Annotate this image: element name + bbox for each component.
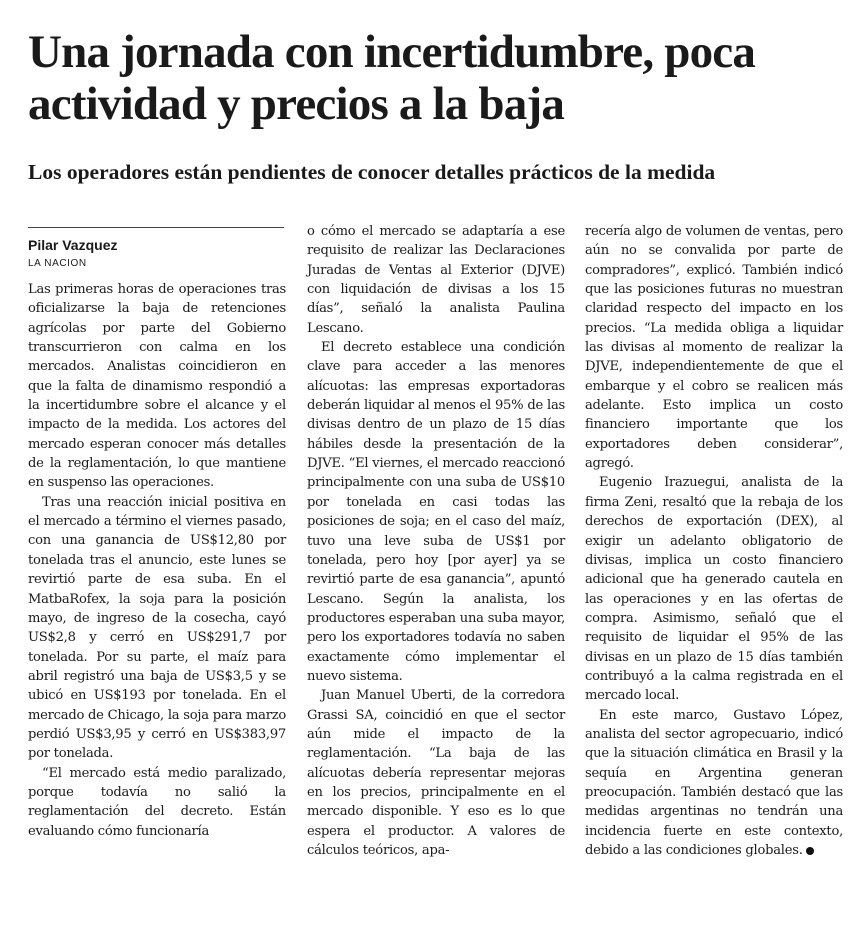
paragraph: recería algo de volumen de ventas, pero aún no se convalida por parte de compradores”, explicó. También indicó que las posiciones futuras no muestran claridad respecto del impacto en los precios. “La medida obliga a liquidar las divisas al momento de realizar la DJVE, independientemente de que el embarque y el cobro se realicen más adelante. Esto implica un costo financiero importante que los exportadores deben considerar”, agregó. — [585, 224, 843, 472]
end-of-article-icon — [806, 847, 814, 855]
byline-rule — [28, 227, 284, 228]
final-paragraph-text: En este marco, Gustavo López, analista del sector agropecuario, indicó que la situación climática en Brasil y la sequía en Argentina generan preocupación. También destacó que las medidas argentinas no tendrán una incidencia fuerte en este contexto, debido a las condiciones globales. — [585, 707, 843, 858]
paragraph: o cómo el mercado se adaptaría a ese requisito de realizar las Declaraciones Juradas de Ventas al Exterior (DJVE) con liquidación de divisas a los 15 días”, señaló la analista Paulina Lescano. — [307, 224, 565, 336]
author-name: Pilar Vazquez — [28, 237, 118, 253]
headline: Una jornada con incertidumbre, poca actividad y precios a la baja — [28, 26, 756, 130]
paragraph: “El mercado está medio paralizado, porque todavía no salió la reglamentación del decreto. Están evaluando cómo funcionaría — [28, 765, 286, 839]
article-column-1 — [28, 280, 286, 841]
paragraph: Juan Manuel Uberti, de la corredora Grassi SA, coincidió en que el sector aún mide el impacto de la reglamentación. “La baja de las alícuotas debería representar mejoras en los precios, principalmente en el mercado disponible. Y eso es lo que espera el productor. A valores de cálculos teóricos, apa- — [307, 688, 565, 858]
paragraph — [585, 706, 843, 861]
paragraph: El decreto establece una condición clave para acceder a las menores alícuotas: las empresas exportadoras deberán liquidar al menos el 95% de las divisas dentro de un plazo de 15 días hábiles desde la presentación de la DJVE. “El viernes, el mercado reaccionó principalmente con una suba de US$10 por tonelada en casi todas las posiciones de soja; en el caso del maíz, tuvo una leve suba de US$1 por tonelada, pero hoy [por ayer] ya se revirtió parte de esa ganancia”, apuntó Lescano. Según la analista, los productores esperaban una suba mayor, pero los exportadores todavía no saben exactamente cómo implementar el nuevo sistema. — [307, 340, 565, 684]
article-column-3 — [585, 222, 843, 860]
paragraph: Eugenio Irazuegui, analista de la firma Zeni, resaltó que la rebaja de los derechos de exportación (DEX), al exigir un adelanto obligatorio de divisas, implica un costo financiero adicional que ha generado cautela en las operaciones y en las ofertas de compra. Asimismo, señaló que el requisito de liquidar el 95% de las divisas en un plazo de 15 días también contribuyó a la calma registrada en el mercado local. — [585, 475, 843, 704]
paragraph: Tras una reacción inicial positiva en el mercado a término el viernes pasado, con una ganancia de US$12,80 por tonelada tras el anuncio, este lunes se revirtió parte de esa suba. En el MatbaRofex, la soja para la posición mayo, de ingreso de la cosecha, cayó US$2,8 y cerró en US$291,7 por tonelada. Por su parte, el maíz para abril registró una baja de US$3,5 y se ubicó en US$193 por tonelada. En el mercado de Chicago, la soja para marzo perdió US$3,95 y cerró en US$383,97 por tonelada. — [28, 494, 286, 762]
subheadline: Los operadores están pendientes de conocer detalles prácticos de la medida — [28, 160, 716, 184]
outlet-name: LA NACION — [28, 258, 87, 269]
article-column-2 — [307, 222, 565, 860]
paragraph: Las primeras horas de operaciones tras oficializarse la baja de retenciones agrícolas por parte del Gobierno transcurrieron con calma en los mercados. Analistas coincidieron en que la falta de dinamismo respondió a la incertidumbre sobre el alcance y el impacto de la medida. Los actores del mercado esperan conocer más detalles de la reglamentación, lo que mantiene en suspenso las operaciones. — [28, 282, 286, 491]
